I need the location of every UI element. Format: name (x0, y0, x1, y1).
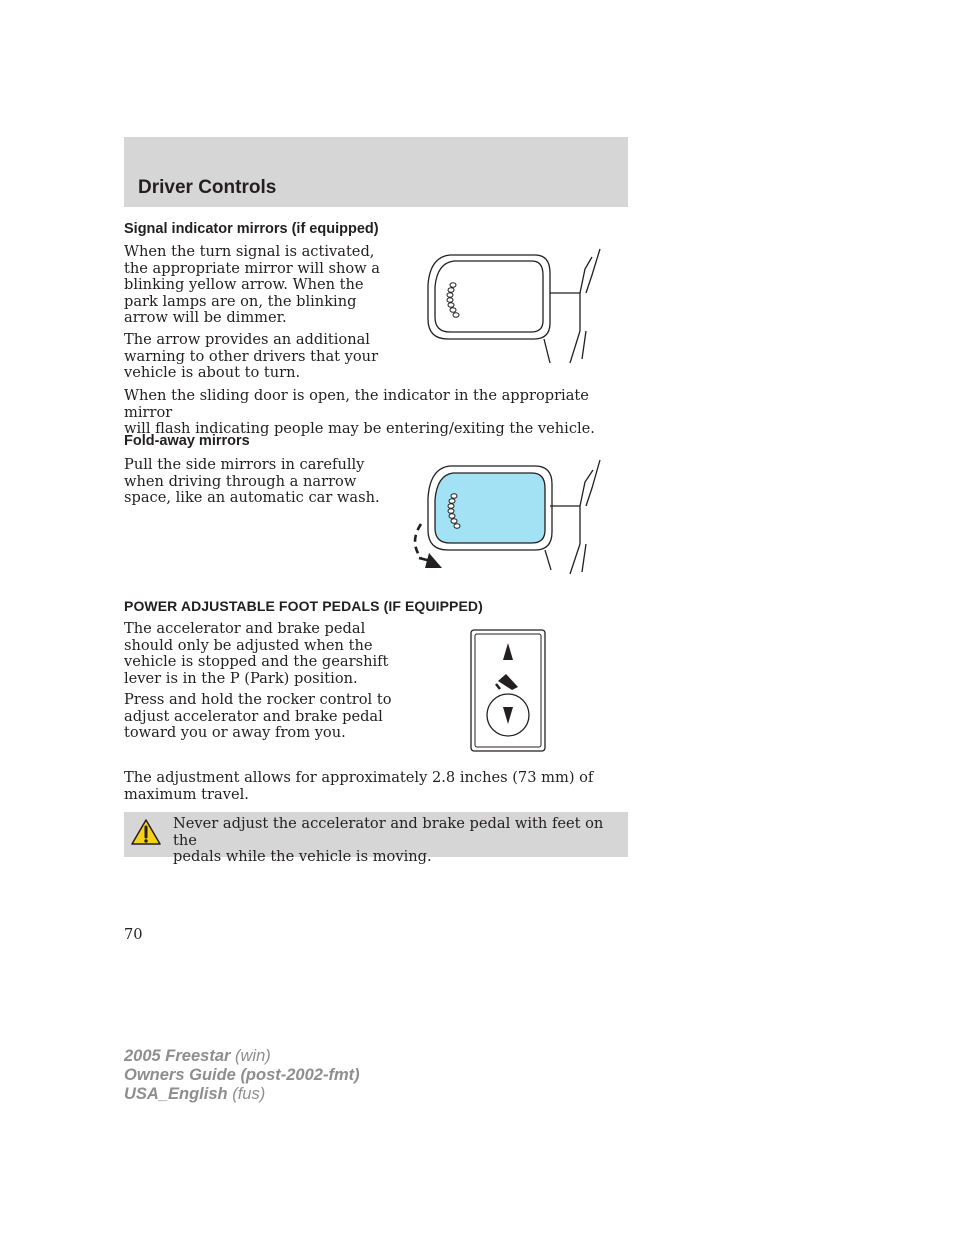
pedals-paragraph-1 (124, 621, 404, 687)
text-line: maximum travel. (124, 785, 249, 803)
text-line: vehicle is about to turn. (124, 364, 301, 381)
pedals-heading: POWER ADJUSTABLE FOOT PEDALS (IF EQUIPPED) (124, 598, 483, 614)
foldaway-mirror-illustration (405, 458, 610, 578)
footer-guide: Owners Guide (post-2002-fmt) (124, 1066, 360, 1084)
footer-line-3 (124, 1085, 360, 1104)
text-line: space, like an automatic car wash. (124, 489, 380, 506)
text-line: When the sliding door is open, the indicator in the appropriate mirror (124, 387, 589, 421)
text-line: adjust accelerator and brake pedal (124, 707, 383, 725)
text-line: lever is in the P (Park) position. (124, 669, 358, 687)
warning-text (173, 816, 613, 866)
footer-language: USA_English (124, 1085, 228, 1103)
text-line: The adjustment allows for approximately 2.8 inches (73 mm) of (124, 769, 594, 786)
signal-mirrors-paragraph-2 (124, 332, 394, 382)
text-line: Pull the side mirrors in carefully (124, 456, 365, 473)
footer-language-code: (fus) (232, 1085, 266, 1103)
text-line: The accelerator and brake pedal (124, 620, 366, 637)
footer-line-2 (124, 1066, 360, 1085)
text-line: warning to other drivers that your (124, 347, 379, 365)
text-line: pedals while the vehicle is moving. (173, 848, 432, 865)
warning-triangle-icon (130, 818, 162, 846)
foldaway-mirrors-heading: Fold-away mirrors (124, 433, 250, 449)
document-footer (124, 1047, 360, 1104)
footer-model-code: (win) (235, 1047, 271, 1065)
text-line: toward you or away from you. (124, 724, 346, 741)
section-title: Driver Controls (138, 177, 277, 198)
page-number: 70 (124, 926, 143, 943)
text-line: When the turn signal is activated, (124, 243, 375, 260)
text-line: The arrow provides an additional (124, 331, 370, 348)
pedals-paragraph-2 (124, 692, 404, 742)
signal-mirror-illustration (420, 245, 610, 365)
text-line: Press and hold the rocker control to (124, 691, 392, 708)
text-line: should only be adjusted when the (124, 636, 373, 654)
text-line: arrow will be dimmer. (124, 309, 287, 326)
pedal-rocker-switch-illustration (470, 629, 546, 752)
text-line: blinking yellow arrow. When the (124, 276, 364, 293)
text-line: the appropriate mirror will show a (124, 259, 381, 277)
footer-line-1 (124, 1047, 360, 1066)
signal-mirrors-paragraph-3 (124, 388, 628, 438)
pedals-paragraph-3 (124, 770, 628, 803)
text-line: when driving through a narrow (124, 472, 357, 490)
text-line: will flash indicating people may be entering/exiting the vehicle. (124, 420, 595, 437)
signal-mirrors-paragraph-1 (124, 244, 394, 327)
text-line: Never adjust the accelerator and brake pedal with feet on the (173, 815, 604, 849)
text-line: park lamps are on, the blinking (124, 292, 357, 310)
footer-model: 2005 Freestar (124, 1047, 231, 1065)
text-line: vehicle is stopped and the gearshift (124, 653, 389, 670)
signal-mirrors-heading: Signal indicator mirrors (if equipped) (124, 221, 379, 237)
foldaway-mirrors-paragraph (124, 457, 394, 507)
